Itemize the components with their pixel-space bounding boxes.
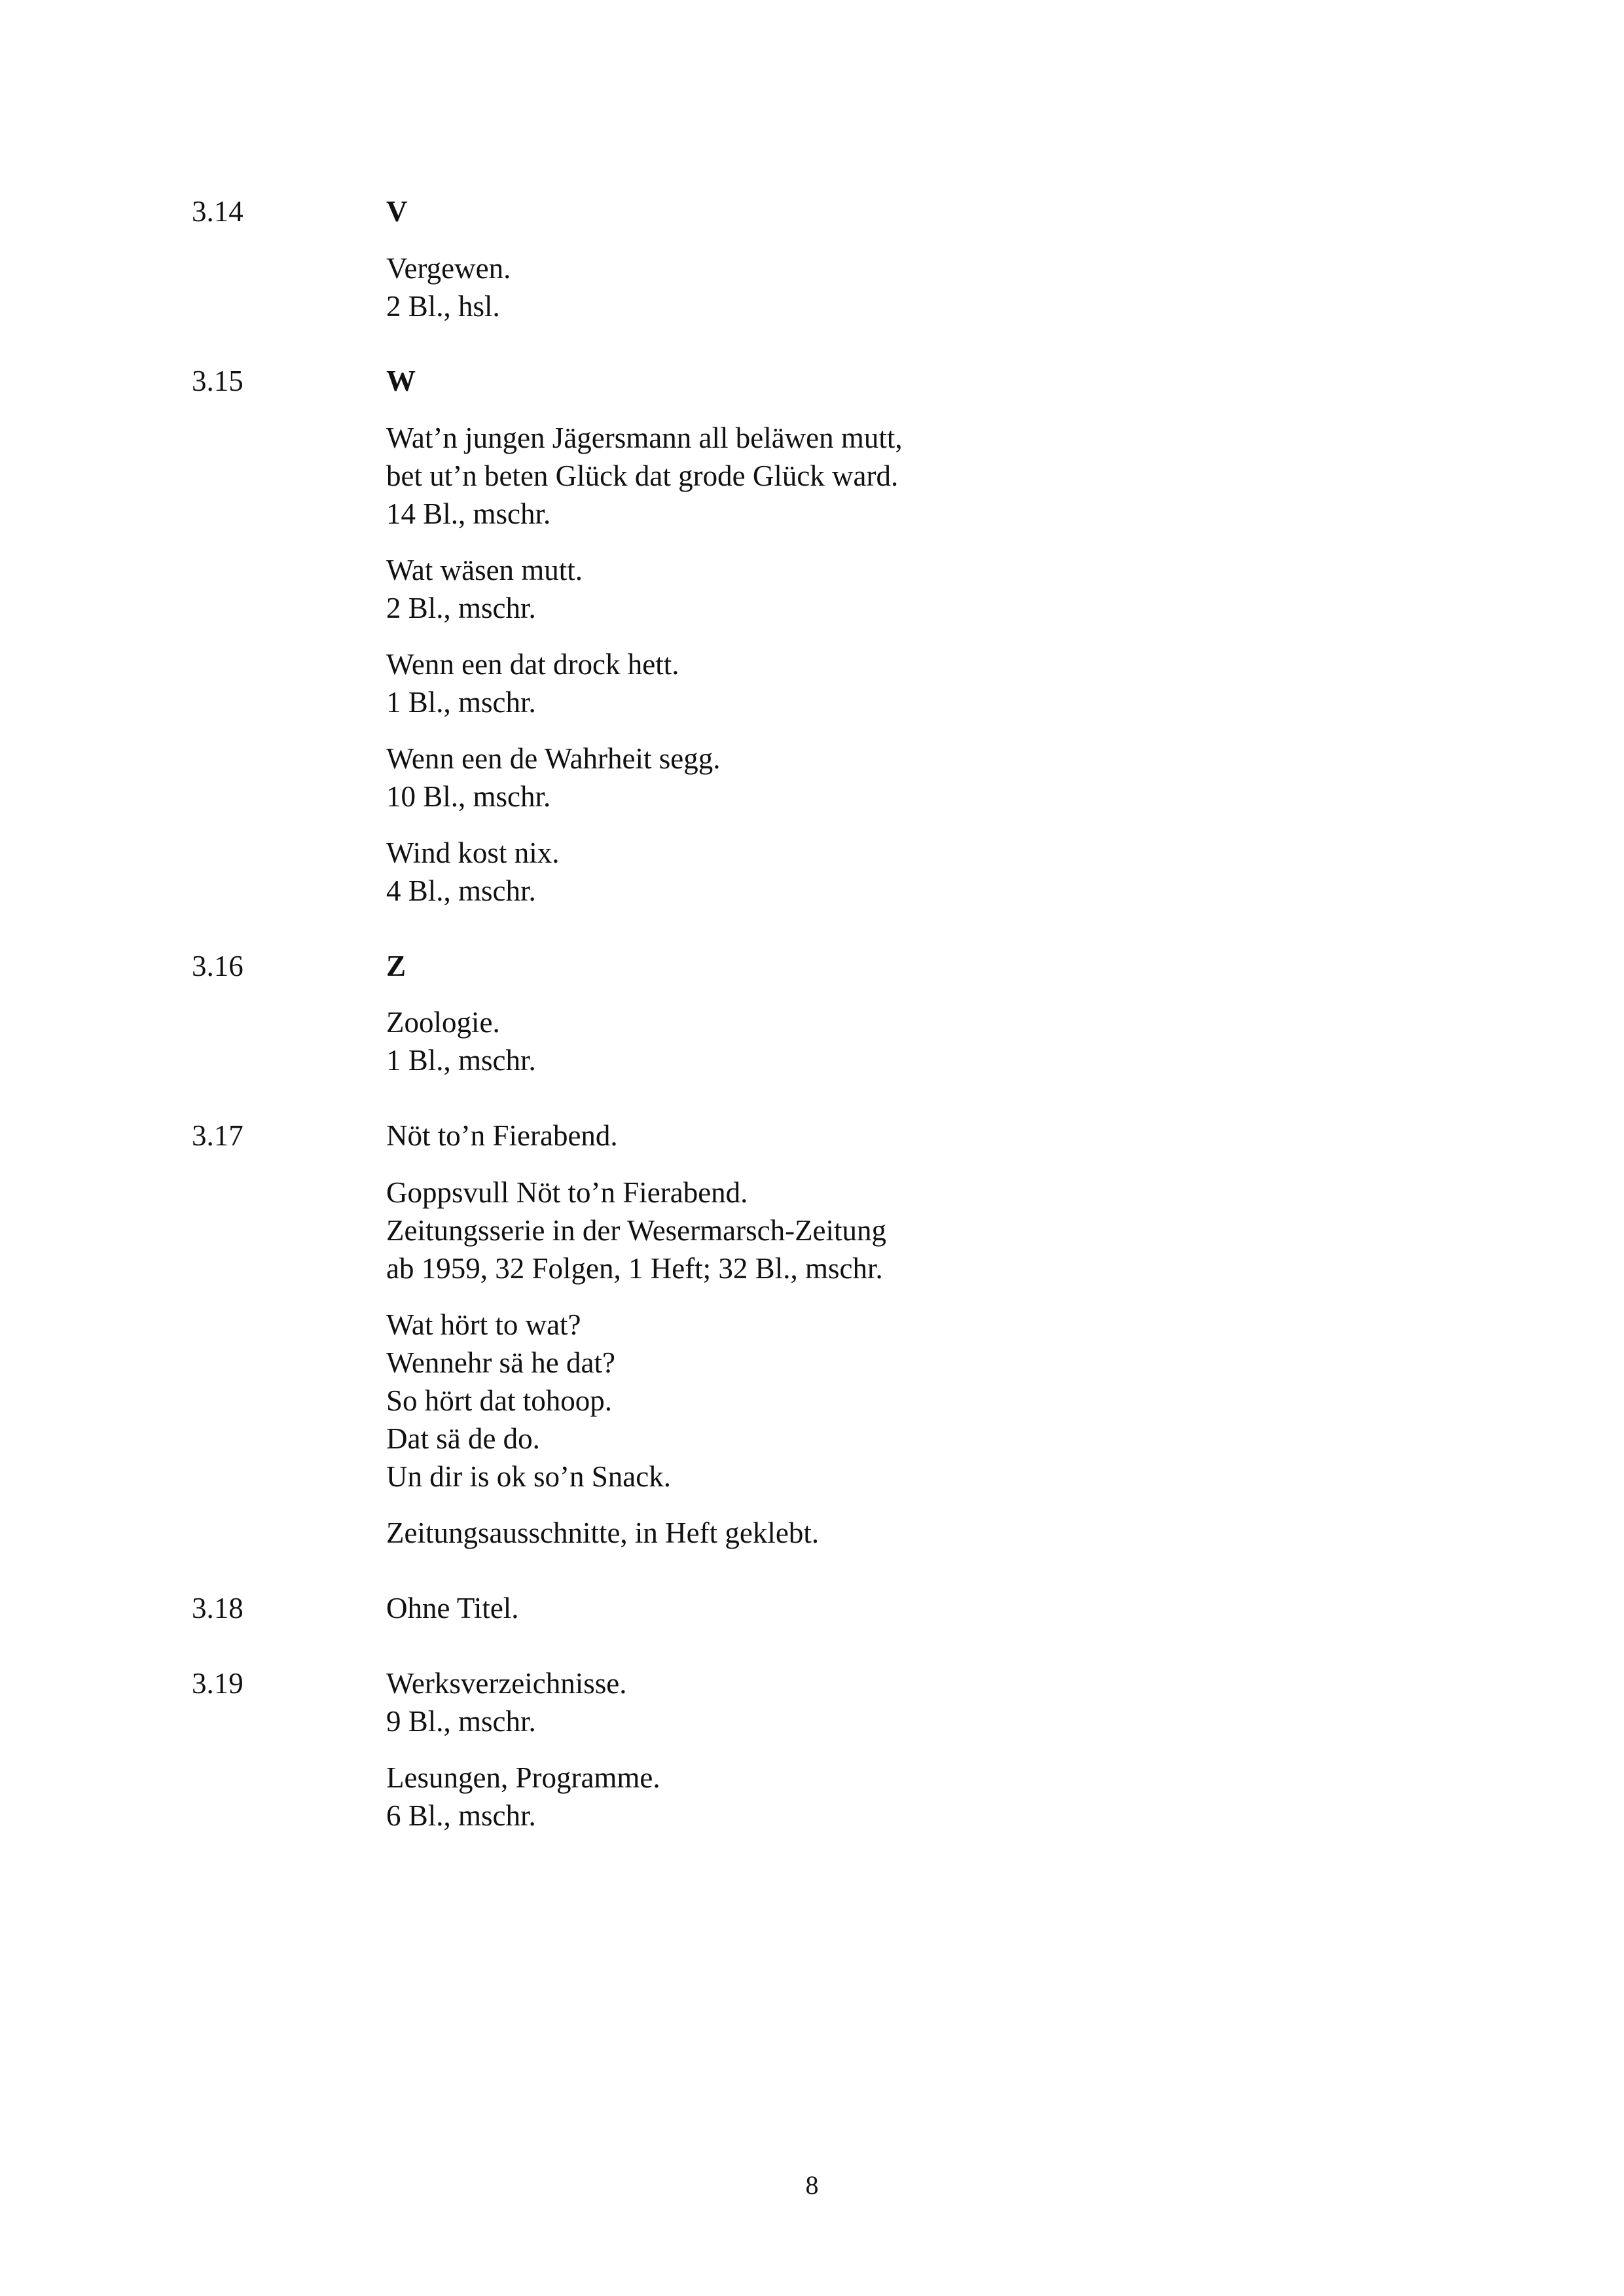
section-title: Ohne Titel. xyxy=(386,1592,519,1624)
entry-line: bet ut’n beten Glück dat grode Glück ward. xyxy=(386,459,899,492)
section-number: 3.17 xyxy=(192,1119,244,1152)
entry-line: 1 Bl., mschr. xyxy=(386,686,536,719)
section-number: 3.18 xyxy=(192,1592,244,1624)
entry-line: Vergewen. xyxy=(386,252,511,285)
entry-line: Wat’n jungen Jägersmann all beläwen mutt, xyxy=(386,422,903,454)
entry-line: Wat hört to wat? xyxy=(386,1308,581,1341)
entry-line: Wat wäsen mutt. xyxy=(386,554,583,586)
section-title: Werksverzeichnisse. xyxy=(386,1667,627,1700)
entry-line: Wennehr sä he dat? xyxy=(386,1346,615,1379)
entry-line: 6 Bl., mschr. xyxy=(386,1799,536,1832)
section-number: 3.14 xyxy=(192,195,244,228)
entry-line: Zeitungsserie in der Wesermarsch-Zeitung xyxy=(386,1214,887,1247)
section-letter-heading: V xyxy=(386,195,408,228)
entry-line: 14 Bl., mschr. xyxy=(386,497,551,530)
section-letter-heading: Z xyxy=(386,950,406,982)
page-number: 8 xyxy=(805,2170,819,2200)
entry-line: Un dir is ok so’n Snack. xyxy=(386,1460,671,1493)
section-number: 3.15 xyxy=(192,365,244,397)
entry-line: Wenn een de Wahrheit segg. xyxy=(386,742,721,775)
entry-line: 1 Bl., mschr. xyxy=(386,1044,536,1077)
entry-line: Lesungen, Programme. xyxy=(386,1761,660,1794)
section-number: 3.16 xyxy=(192,950,244,982)
section-title: Nöt to’n Fierabend. xyxy=(386,1119,618,1152)
entry-line: 9 Bl., mschr. xyxy=(386,1705,536,1738)
section-letter-heading: W xyxy=(386,365,416,397)
entry-line: 2 Bl., hsl. xyxy=(386,290,500,323)
entry-line: 4 Bl., mschr. xyxy=(386,874,536,907)
entry-line: Zoologie. xyxy=(386,1006,500,1039)
entry-line: Wenn een dat drock hett. xyxy=(386,648,679,681)
entry-line: 10 Bl., mschr. xyxy=(386,780,551,813)
entry-line: 2 Bl., mschr. xyxy=(386,592,536,624)
entry-line: Dat sä de do. xyxy=(386,1422,540,1455)
entry-line: Goppsvull Nöt to’n Fierabend. xyxy=(386,1176,748,1209)
entry-line: ab 1959, 32 Folgen, 1 Heft; 32 Bl., mschr. xyxy=(386,1252,883,1285)
section-number: 3.19 xyxy=(192,1667,244,1700)
entry-line: Wind kost nix. xyxy=(386,836,560,869)
entry-line: Zeitungsausschnitte, in Heft geklebt. xyxy=(386,1516,820,1549)
entry-line: So hört dat tohoop. xyxy=(386,1384,612,1417)
